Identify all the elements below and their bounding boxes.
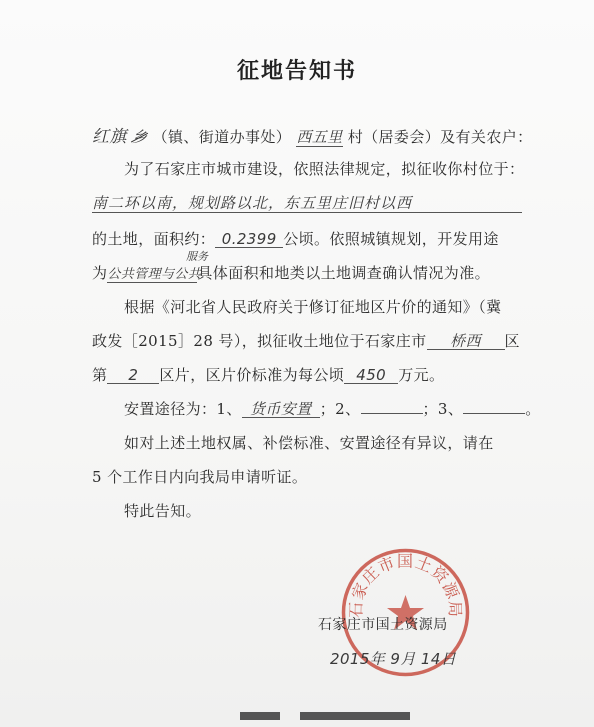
area-suffix: 公顷。依照城镇规划，开发用途 bbox=[283, 230, 499, 248]
purpose-line: 为了石家庄市城市建设，依照法律规定，拟征收你村位于： bbox=[124, 160, 525, 178]
zone-prefix: 第 bbox=[92, 366, 108, 384]
objection-line-2: 5 个工作日内向我局申请听证。 bbox=[92, 468, 308, 486]
date-year: 2015 bbox=[330, 650, 370, 668]
resettle-2-label: ；2、 bbox=[319, 400, 361, 418]
price-suffix: 万元。 bbox=[398, 366, 445, 384]
price-value: 450 bbox=[344, 368, 398, 384]
area-prefix: 的土地，面积约： bbox=[92, 230, 216, 248]
date-year-unit: 年 bbox=[369, 650, 386, 668]
use-insert-handwritten: 服务 bbox=[186, 250, 208, 263]
seal-text: 石家庄市国土资源局 bbox=[346, 551, 465, 619]
basis-line-1: 根据《河北省人民政府关于修订征地区片价的通知》（冀 bbox=[124, 298, 502, 316]
use-prefix: 为 bbox=[92, 264, 108, 282]
date-month: 9 bbox=[390, 650, 401, 668]
date-day-unit: 日 bbox=[440, 650, 457, 668]
handwritten-township-name: 红旗 bbox=[92, 127, 127, 147]
scan-artifact bbox=[240, 712, 280, 720]
location-field bbox=[92, 192, 522, 213]
page-title: 征地告知书 bbox=[236, 59, 357, 84]
struck-township-char: 乡 bbox=[131, 128, 148, 146]
date-day: 14 bbox=[420, 650, 441, 668]
area-value: 0.2399 bbox=[215, 232, 283, 248]
zone-value: 2 bbox=[107, 368, 159, 384]
date-month-unit: 月 bbox=[400, 650, 416, 668]
resettle-prefix: 安置途径为：1、 bbox=[124, 400, 242, 418]
use-line bbox=[92, 262, 490, 283]
issuer-name: 石家庄市国土资源局 bbox=[318, 617, 448, 633]
resettle-option-2-blank bbox=[361, 413, 423, 414]
handwritten-village-name: 西五里 bbox=[296, 128, 343, 146]
area-line bbox=[92, 228, 499, 249]
issue-date bbox=[330, 648, 456, 669]
resettle-option-3-blank bbox=[463, 413, 525, 414]
resettle-option-1: 货币安置 bbox=[242, 402, 320, 418]
basis-line-2 bbox=[92, 330, 520, 351]
zone-middle: 区片，区片价标准为每公顷 bbox=[159, 366, 345, 384]
location-handwritten: 南二环以南，规划路以北，东五里庄旧村以西 bbox=[92, 194, 413, 212]
use-handwritten: 公共管理与公共 bbox=[107, 267, 202, 282]
zone-line bbox=[92, 364, 444, 385]
district-suffix: 区 bbox=[504, 332, 520, 350]
resettle-3-label: ；3、 bbox=[422, 400, 464, 418]
scan-artifact bbox=[300, 712, 410, 720]
use-suffix: 具体面积和地类以土地调查确认情况为准。 bbox=[197, 264, 491, 282]
resettle-end: 。 bbox=[525, 400, 541, 418]
objection-line-1: 如对上述土地权属、补偿标准、安置途径有异议，请在 bbox=[124, 434, 494, 452]
basis-line-2-prefix: 政发［2015］28 号），拟征收土地位于石家庄市 bbox=[92, 332, 427, 350]
addressee-text-b: 村（居委会）及有关农户： bbox=[347, 128, 533, 146]
addressee-text-a: （镇、街道办事处） bbox=[152, 128, 292, 146]
district-value: 桥西 bbox=[427, 334, 505, 350]
notice-closing: 特此告知。 bbox=[124, 502, 202, 520]
resettle-line bbox=[124, 398, 541, 419]
addressee-line bbox=[92, 122, 533, 147]
